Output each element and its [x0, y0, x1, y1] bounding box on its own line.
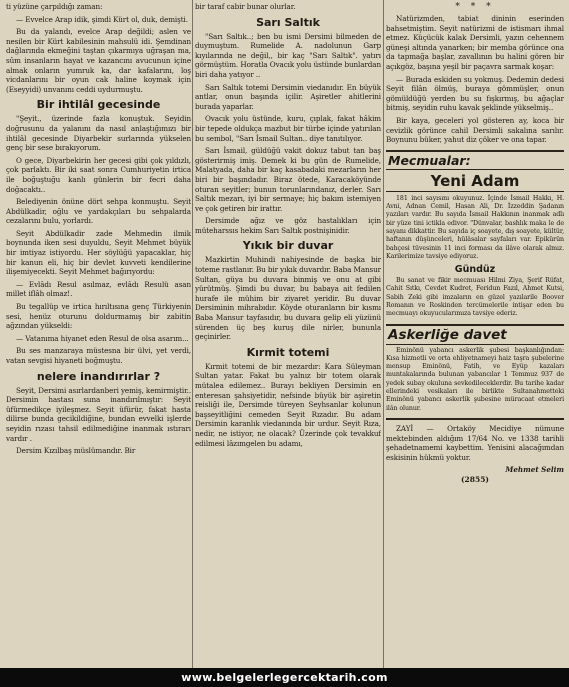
paragraph: bir taraf cabir bunar olurlar. — [195, 2, 296, 11]
paragraph: Bu tegallüp ve irtica hırıltısına genç Türkiyenin sesi, henüz oturunu doldurmamış bir zabitin ağzından yükseldi: — [6, 302, 191, 331]
signature: Mehmet Selim — [505, 465, 564, 475]
paragraph: Seyit, Dersimi asırlardanberi yemiş, kemirmiştir.. Dersimin hastası suna inandırılmıştır: Seyit üfürmedikçe iyileşmez. Seyit üfürür, fakat hasta dilirse bunda gecikildiğine, bundan evvelki işlerde seyidin rızası tahsil edilmediğine inanmak ıstırarı vardır . — [6, 385, 191, 443]
paragraph: Dersim Kızılbaş müslümandır. Bir — [16, 446, 136, 456]
paragraph: "Sarı Saltık..; ben bu ismi Dersimi bilmeden de duymuştum. Rumelide A. nadolunun Garp kıyılarında ne değil,, bir kaç "Sarı Saltık". yatırı görmüştüm. Horatla Ovacık yolu üstünde bunlardan biri daha yatıyor .. — [195, 31, 381, 79]
paragraph: — Evvelce Arap idik, şimdi Kürt ol, duk, demişti. — [16, 14, 188, 24]
column-divider — [192, 0, 193, 668]
paragraph: Sarı İsmail, güldüğü vakit dokuz tabut tan baş gösterirmiş imiş. Demek ki bu gün de Rumelide, Malatyada, daha bir kaç kasabadaki mezarların her biri bir başındadır. Biraz ötede, Karacaköyünde oturan seyitler; bunun torunlarındanız, derler. Sarı Saltık mezarı, iyi bir sermaye; hiç bakım istemiyen ve çok getiren bir irattır. — [195, 146, 381, 213]
magazine-subtitle: Gündüz — [454, 264, 496, 276]
footer-url: www.belgelerlegercektarih.com — [0, 668, 569, 687]
paragraph: — Burada eskiden su yokmuş. Dedemin dedesi Seyit filân ölmüş, buraya gömmüşler, onun gömüldüğü yerden bu su fışkırmış, bu ağaçlar bitmiş, seyidin ruhu kavak şeklinde yükselmiş.. — [386, 74, 564, 113]
divider — [386, 418, 564, 420]
section-heading: Sarı Saltık — [256, 15, 320, 29]
paragraph: Bu sanat ve fikir mecmuası Hilmi Ziya, Şerif Rüfat, Cahit Sıtkı, Cevdet Kudret, Feridun Fazıl, Ahmet Kutsi, Sabih Zeki gibi imzaların en güzel yazılarile Boover Romanın ve Roskinden tercümelerile intişar eden bu mecmuayı okuyucularımıza tavsiye ederiz. — [386, 277, 564, 318]
paragraph: Bu da yalandı, evelce Arap değildi; aslen ve nesilen bir Kürt kabilesinin mahsulü idi. Şemdinan dağlarında ekmeğini taştan çıkarmıya uğraşan ma, sûm insanların hayat ve kazancını avucunun içine almak onların yumruk ka, dar kafalarını, loş vicdanlarını bir oyun cak haline koymak için (Eseyyidi) unvanını ceddi uydurmuştu. — [6, 27, 191, 94]
paragraph: Bir kaya, geceleri yol gösteren ay, koca bir cevizlik görünce cahil Dersimli sakalına sarılır. Boynunu büker, yahut diz çöker ve ona tapar. — [386, 115, 564, 145]
paragraph: — Evlâdı Resul asılmaz, evlâdı Resulü asan millet iflâh olmaz!. — [6, 279, 191, 299]
column-divider — [383, 0, 384, 668]
paragraph: ZAYİ — Ortaköy Mecidiye nümune mektebinden aldığım 17/64 No. ve 1338 tarihli şehadetnamemi kaybettim. Yenisini alacağımdan eskisinin hükmü yoktur. — [386, 423, 564, 462]
article-column-left — [6, 2, 191, 666]
ad-number: (2855) — [461, 475, 489, 485]
magazines-box — [386, 150, 564, 319]
paragraph: Sarı Saltık totemi Dersimin viedanıdır. En büyük antlar, onun başında içilir. Aşiretler ahitlerini burada yaparlar. — [195, 82, 381, 111]
paragraph: Eminönü yabancı askerlik şubesi başkanlığından: Kısa hizmetli ve orta ehliyetnameyi haiz taşra şubelerine mensup Eminönü, Fatih, ve Eyüp kazaları muntakalarında bulunan yabancılar 1 Temmuz 937 de yedek subay okuluna sevkedileceklerdir. Bu tarihe kadar ellerindeki vesikaları ile birlikte Sultanahmetteki Eminönü yabancı askerlik şubesine müracaat etmeleri ilân olunur. — [386, 346, 564, 412]
paragraph: "Şeyit., üzerinde fazla konuştuk. Seyidin doğrusunu da yalanını da nasıl anlaştığımızı bir ihtilâl gecesinde Diyarbekir surlarında yükselen genç bir sese bırakıyorum. — [6, 114, 191, 153]
lost-notice — [386, 424, 564, 484]
paragraph: Mazkirtin Muhindi nahiyesinde de başka bir toteme rastlanır. Bu bir yıkık duvardır. Baba Mansur Sultan, güya bu duvara binmiş ve onu at gibi yürütmüş. Şimdi bu duvar, bu babaya ait fedilen hurafe ile mühim bir ziyaret yeridir. Bu duvar Dersiminin mihrabıdır. Köyde oturanların bir kısmı Baba Mansur tayfasıdır, bu duvara gelip eli yüzünü sürenden üç beş kuruş dile nirler, bununla geçinirler. — [195, 255, 381, 342]
section-separator: * * * — [455, 2, 495, 12]
paragraph: Kırmit totemi de bir mezardır: Kara Süleyman Sultan yatar. Fakat bu yalnız bir totem olarak mütalea edilemez.. Burayı bekliyen Dersimin en enteresan şahsiyetidir, nefsinde büyük bir aşiretin reisliği ile, Dersimde türeyen Seyhsanlar kolunun başseyitliğini cemeden Seyit Rızadır. Bu adam Dersimin karanlık viedanında bir urdur. Seyit Rıza, nedir, ne istiyor, ne olacak? Üzerinde çok tevakkuf edilmesi lâzımgelen bu adamı, — [195, 361, 381, 448]
section-heading: nelere inandırırlar ? — [36, 369, 161, 383]
article-column-right — [386, 2, 564, 666]
paragraph: Ovacık yolu üstünde, kuru, çıplak, fakat hâkim bir tepede oldukça mazbut bir türbe içinde yatırılan bu sembol, "Sarı İsmail Sultan.. diye tanıtılıyor. — [195, 114, 381, 143]
paragraph: Dersimde ağız ve göz hastalıkları için müteharssıs hekim Sarı Saltık postnişinidir. — [195, 216, 381, 235]
paragraph: ti yüzüne çarpıldığı zaman: — [6, 2, 103, 11]
paragraph: Natürizmden, tabiat dininin eserinden bahsetmiştim. Seyit natürizmi de istismarı ihmal etmez. Küçücük kalak Dersimli, yazın cehennem güneşi altında yanarken; bir memba görünce ona da tapmağa başlar, zavallının bu halini gören bir açıkgöz, başına yeşil bir paçavra sarmak koşar: — [386, 14, 564, 71]
section-heading: Yıkık bir duvar — [242, 239, 334, 253]
military-call-heading: Askerliğe davet — [386, 324, 564, 345]
magazines-heading: Mecmualar: — [386, 150, 564, 170]
section-heading: Bir ihtilâl gecesinde — [36, 98, 161, 112]
paragraph: Belediyenin önüne dört sehpa konmuştu. Seyit Abdülkadir, oğlu ve yardakçıları bu sehpalarda cezalarını bulu, yorlardı. — [6, 197, 191, 226]
section-heading: Kırmit totemi — [246, 345, 330, 359]
magazine-title: Yeni Adam — [386, 172, 564, 192]
paragraph: Bu ses manzaraya müstesna bir ülvi, yet verdi, vatan sevgisi hiyaneti boğmuştu. — [6, 346, 191, 365]
article-column-middle — [195, 2, 381, 666]
military-call-box — [386, 324, 564, 413]
paragraph: Seyit Abdülkadir zade Mehmedin ilmik boynunda iken sesi duyuldu, Seyit Mehmet büyük bir imtiyaz istiyordu. Her söylüğü yapacaklar, hiç bir kanun eli, hiç bir devlet kuvveti kendilerine ilişemiyecekti. Seyit Mehmet bağırıyordu: — [6, 228, 191, 277]
paragraph: O gece, Diyarbekirin her gecesi gibi çok yıldızlı, çok parlaktı. Bir iki saat sonra Cumhuriyetin irtica ile boğuştuğu kanlı günlerin bir fecri daha doğacaktı.. — [6, 155, 191, 194]
paragraph: — Vatanıma hiyanet eden Resul de olsa asarım... — [16, 333, 189, 343]
paragraph: 181 inci sayısını okuyunuz. İçinde İsmail Hakkı, H. Avni, Adnan Cemil, Hasan Ali, Dr. İzzeddin Şadanın yazıları vardır. Bu sayıda İsmail Hakkının inanmak adlı bir yüze tini ictikla edivor. "Dünvalar, bashlık maka le de sayanı dikkattir. Bu sayıda iç soayete, dış soayete, kültür, haftanın düşünceleri, hülâsalar sayfaları var. Epikürün bahçesi tüvesinin 11 inci forması da ilâve olarak almız. Karilerimize tavsiye ediyoruz. — [386, 194, 564, 260]
